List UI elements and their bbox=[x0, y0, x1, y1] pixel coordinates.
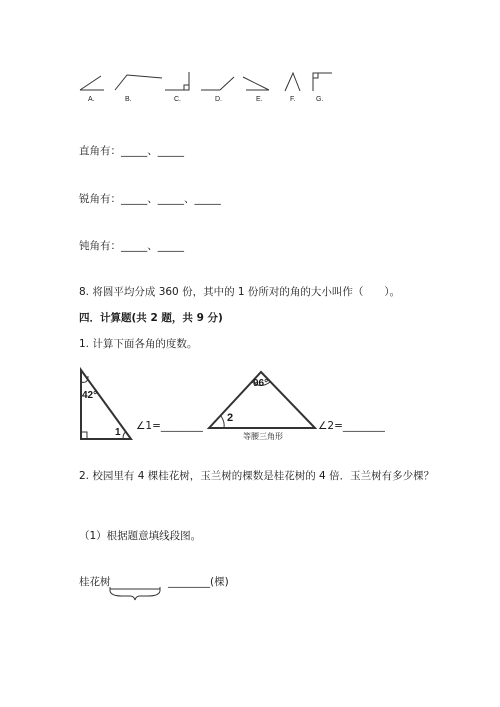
question-2: 2. 校园里有 4 棵桂花树，玉兰树的棵数是桂花树的 4 倍．玉兰树有多少棵？ bbox=[79, 470, 435, 482]
question-8: 8. 将圆平均分成 360 份，其中的 1 份所对的角的大小叫作（ ）。 bbox=[79, 286, 401, 298]
angle-label-d: D. bbox=[215, 96, 222, 103]
isosceles-triangle-figure bbox=[0, 360, 500, 460]
angle-label-c: C. bbox=[174, 96, 181, 103]
question-1: 1. 计算下面各角的度数。 bbox=[79, 338, 198, 350]
angle-1-answer: ∠1=________ bbox=[136, 420, 203, 432]
segment-diagram bbox=[0, 575, 500, 615]
right-angle-line: 直角有：_____、_____ bbox=[79, 145, 184, 157]
section-title: 四．计算题(共 2 题，共 9 分) bbox=[79, 312, 223, 324]
angle-42-label: 42° bbox=[82, 390, 98, 401]
angle-2-label: 2 bbox=[227, 412, 234, 424]
angle-e-figure bbox=[243, 77, 269, 90]
angle-96-label: 96° bbox=[253, 378, 269, 389]
angle-label-g: G. bbox=[316, 96, 324, 103]
diagram-blank: ________(棵) bbox=[168, 576, 229, 588]
angle-f-figure bbox=[285, 73, 300, 91]
angle-label-f: F. bbox=[290, 96, 296, 103]
angle-label-a: A. bbox=[88, 96, 95, 103]
angle-1-label: 1 bbox=[115, 427, 121, 438]
diagram-label: 桂花树 bbox=[79, 576, 111, 588]
obtuse-angle-line: 钝角有：_____、_____ bbox=[79, 240, 184, 252]
angle-label-b: B. bbox=[125, 96, 132, 103]
angle-label-e: E. bbox=[256, 96, 263, 103]
isosceles-caption: 等腰三角形 bbox=[243, 432, 283, 441]
angle-b-figure bbox=[115, 75, 162, 90]
angle-figures bbox=[0, 0, 500, 110]
acute-angle-line: 锐角有：_____、_____、_____ bbox=[79, 193, 221, 205]
sub-question-1: （1）根据题意填线段图。 bbox=[79, 530, 202, 542]
angle-2-answer: ∠2=________ bbox=[318, 420, 385, 432]
